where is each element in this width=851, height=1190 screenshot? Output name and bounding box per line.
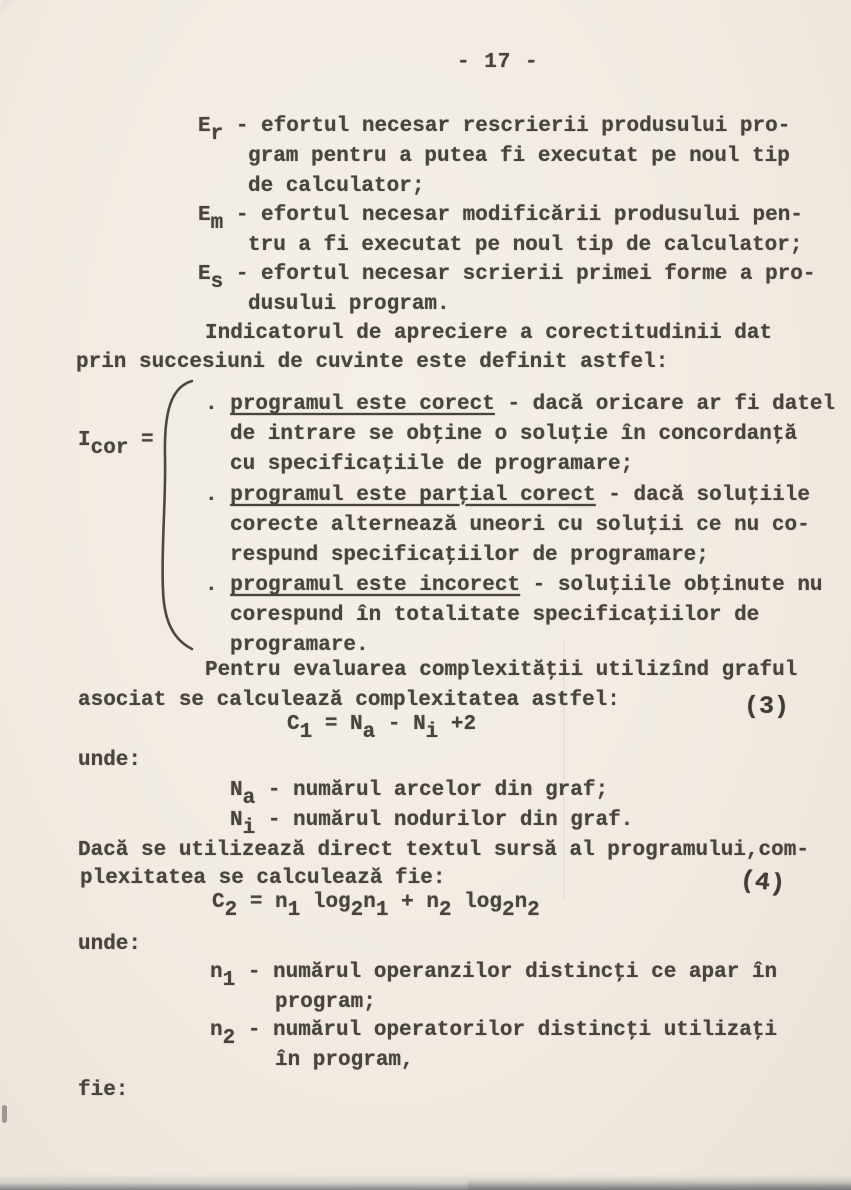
def-n1-line2: program; — [275, 991, 376, 1014]
equation-4-number: (4) — [738, 865, 787, 900]
para-daca-line1: Dacă se utilizează direct textul sursă al programului,com- — [78, 839, 809, 862]
scan-bottom-shadow-right — [468, 1178, 851, 1190]
para-pentru-line1: Pentru evaluarea complexităţii utilizînd graful — [205, 659, 798, 682]
para-indicator-line2: prin succesiuni de cuvinte este definit astfel: — [76, 351, 669, 374]
icor-brace-icon — [152, 376, 204, 656]
bullet-partial-line3: respund specificaţiilor de programare; — [230, 544, 709, 567]
def-er-line1: Er - efortul necesar rescrierii produsului pro- — [198, 115, 791, 146]
def-n2-line2: în program, — [275, 1049, 414, 1072]
def-n1-line1: n1 - numărul operanzilor distincţi ce apar în — [210, 961, 778, 992]
bullet-partial-line2: corecte alternează uneori cu soluţii ce nu co- — [230, 514, 810, 537]
bullet-corect-line2: de intrare se obţine o soluţie în concordanţă — [230, 423, 798, 446]
def-er-line3: de calculator; — [248, 175, 425, 198]
para-pentru-line2: asociat se calculează complexitatea astfel: — [78, 689, 620, 712]
paper-corner-crease — [0, 0, 90, 90]
unde-label-2: unde: — [78, 933, 142, 956]
equation-3: C1 = Na - Ni +2 — [287, 713, 477, 744]
bullet-corect-line3: cu specificaţiile de programare; — [230, 453, 634, 476]
def-em-line1: Em - efortul necesar modificării produsului pen- — [198, 204, 803, 235]
equation-4: C2 = n1 log2n1 + n2 log2n2 — [212, 891, 540, 922]
icor-label: Icor = — [78, 429, 154, 460]
def-es-line2: dusului program. — [248, 293, 450, 316]
def-ni: Ni - numărul nodurilor din graf. — [230, 809, 634, 840]
bullet-incorect-line3: programare. — [230, 634, 369, 657]
def-er-line2: gram pentru a putea fi executat pe noul tip — [248, 145, 790, 168]
unde-label-1: unde: — [78, 749, 142, 772]
bullet-corect-line1: . programul este corect - dacă oricare ar fi datel — [205, 393, 836, 416]
def-n2-line1: n2 - numărul operatorilor distincţi utilizaţi — [210, 1019, 778, 1050]
fie-label: fie: — [78, 1079, 129, 1102]
bullet-partial-line1: . programul este parţial corect - dacă soluţiile — [205, 484, 810, 507]
bullet-incorect-line2: corespund în totalitate specificaţiilor de — [230, 604, 760, 627]
page-number: - 17 - — [457, 51, 539, 74]
equation-3-number: (3) — [744, 692, 790, 721]
def-es-line1: Es - efortul necesar scrierii primei forme a pro- — [198, 263, 816, 294]
def-na: Na - numărul arcelor din graf; — [230, 779, 609, 810]
scan-artifact-speck — [2, 1105, 7, 1123]
para-daca-line2: plexitatea se calculează fie: — [80, 867, 446, 890]
para-indicator-line1: Indicatorul de apreciere a corectitudinii dat — [205, 322, 773, 345]
bullet-incorect-line1: . programul este incorect - soluţiile obţinute nu — [205, 574, 823, 597]
def-em-line2: tru a fi executat pe noul tip de calculator; — [248, 234, 803, 257]
